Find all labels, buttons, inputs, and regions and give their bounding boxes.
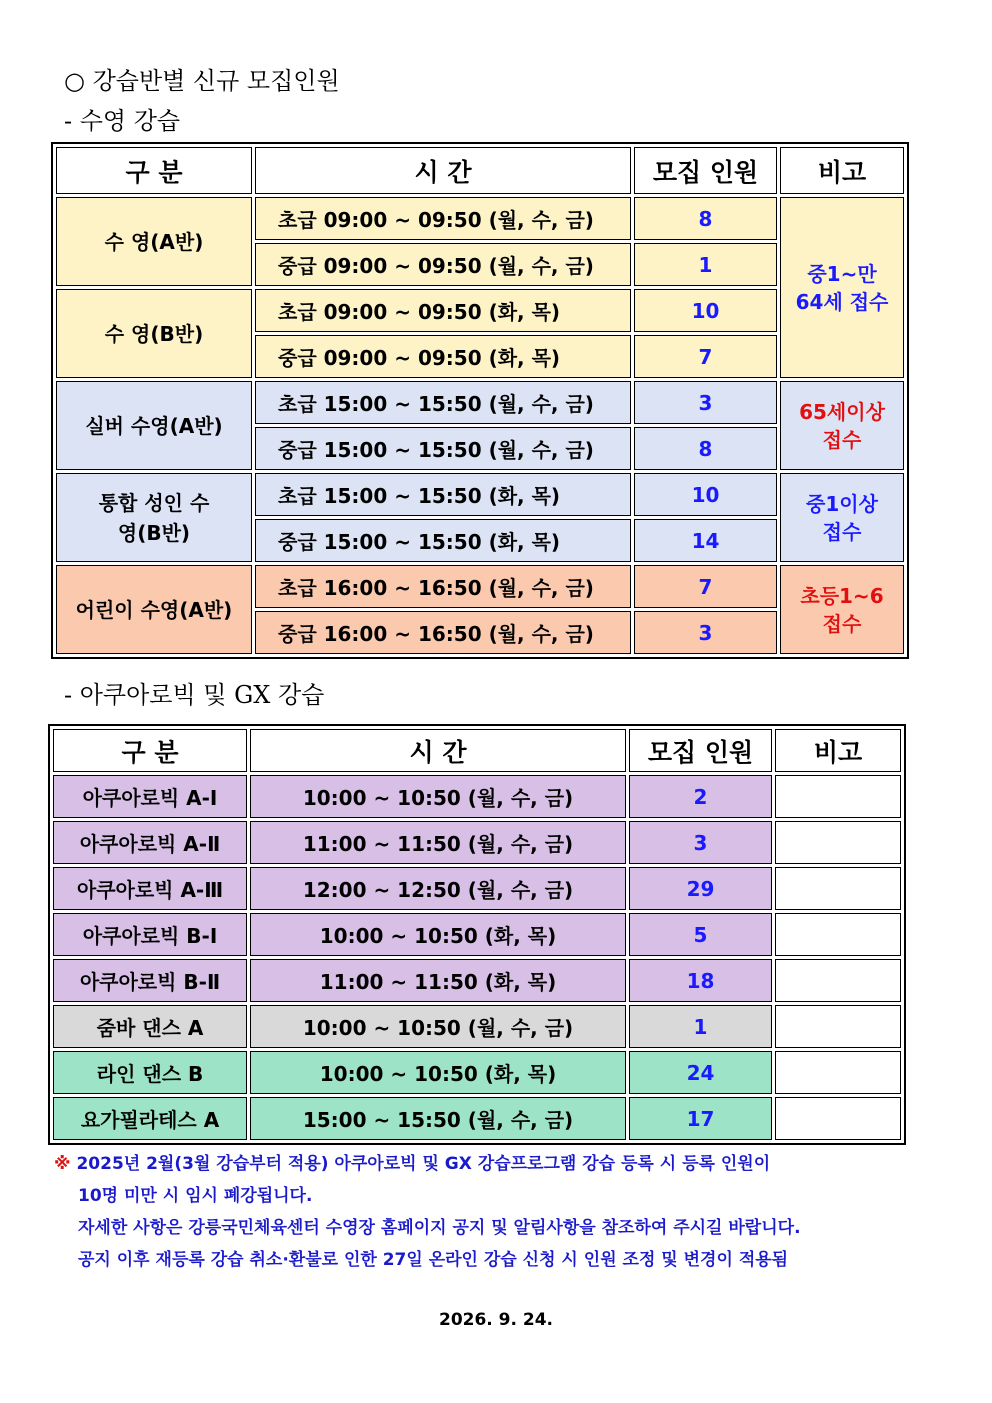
header-category: 구 분 (53, 729, 247, 772)
class-count: 18 (629, 959, 772, 1002)
remark (775, 867, 901, 910)
table-row (56, 289, 904, 332)
class-name: 수 영(A반) (56, 197, 252, 286)
notice-line: 자세한 사항은 강릉국민체육센터 수영장 홈페이지 공지 및 알림사항을 참조하여 주시길 바랍니다. (78, 1218, 801, 1238)
table-row (56, 197, 904, 240)
notice-line: 공지 이후 재등록 강습 취소·환불로 인한 27일 온라인 강습 신청 시 인원 조정 및 변경이 적용됨 (78, 1250, 789, 1270)
class-count: 10 (634, 289, 777, 332)
class-name: 수 영(B반) (56, 289, 252, 378)
swim-table (51, 142, 909, 659)
table-row (53, 775, 901, 818)
remark-text: 중1이상 접수 (806, 491, 878, 544)
class-time: 12:00 ~ 12:50 (월, 수, 금) (250, 867, 626, 910)
remark-text: 초등1~6 접수 (800, 583, 884, 636)
remark-text: 중1~만64세 접수 (795, 261, 889, 314)
notice-text: 2025년 2월(3월 강습부터 적용) 아쿠아로빅 및 GX 강습프로그램 강습 등록 시 등록 인원이 (76, 1154, 771, 1174)
class-count: 3 (629, 821, 772, 864)
class-time: 중급 09:00 ~ 09:50 (월, 수, 금) (255, 243, 631, 286)
class-count: 24 (629, 1051, 772, 1094)
notice-line (54, 1148, 954, 1180)
class-count: 7 (634, 565, 777, 608)
class-time: 10:00 ~ 10:50 (월, 수, 금) (250, 1005, 626, 1048)
header-remark: 비고 (780, 147, 904, 194)
class-count: 8 (634, 427, 777, 470)
class-time: 중급 16:00 ~ 16:50 (월, 수, 금) (255, 611, 631, 654)
class-count: 3 (634, 611, 777, 654)
class-count: 5 (629, 913, 772, 956)
reference-mark: ※ (54, 1154, 71, 1174)
table-row (56, 381, 904, 424)
table-row (56, 473, 904, 516)
class-time: 중급 15:00 ~ 15:50 (월, 수, 금) (255, 427, 631, 470)
remark (775, 1051, 901, 1094)
class-time: 초급 15:00 ~ 15:50 (월, 수, 금) (255, 381, 631, 424)
header-count: 모집 인원 (629, 729, 772, 772)
swim-subtitle: - 수영 강습 (64, 107, 181, 135)
table-row (53, 1097, 901, 1140)
class-count: 10 (634, 473, 777, 516)
class-time: 초급 15:00 ~ 15:50 (화, 목) (255, 473, 631, 516)
header-count: 모집 인원 (634, 147, 777, 194)
class-name: 줌바 댄스 A (53, 1005, 247, 1048)
header-remark: 비고 (775, 729, 901, 772)
class-name: 요가필라테스 A (53, 1097, 247, 1140)
class-name: 통합 성인 수영(B반) (56, 473, 252, 562)
class-count: 1 (629, 1005, 772, 1048)
class-time: 초급 09:00 ~ 09:50 (화, 목) (255, 289, 631, 332)
remark (780, 197, 904, 378)
table-row (53, 913, 901, 956)
class-count: 3 (634, 381, 777, 424)
class-count: 14 (634, 519, 777, 562)
header-time: 시 간 (250, 729, 626, 772)
remark (775, 1097, 901, 1140)
class-name: 아쿠아로빅 B-Ⅱ (53, 959, 247, 1002)
class-name: 아쿠아로빅 B-Ⅰ (53, 913, 247, 956)
remark (775, 775, 901, 818)
class-name: 아쿠아로빅 A-Ⅲ (53, 867, 247, 910)
class-time: 10:00 ~ 10:50 (화, 목) (250, 913, 626, 956)
table-row (53, 959, 901, 1002)
class-name: 아쿠아로빅 A-Ⅰ (53, 775, 247, 818)
remark (775, 913, 901, 956)
header-category: 구 분 (56, 147, 252, 194)
remark (775, 1005, 901, 1048)
remark-text: 65세이상 접수 (799, 399, 885, 452)
table-row (53, 1005, 901, 1048)
class-name: 실버 수영(A반) (56, 381, 252, 470)
class-count: 8 (634, 197, 777, 240)
gx-table (48, 724, 906, 1145)
swim-header-row (56, 147, 904, 194)
class-time: 10:00 ~ 10:50 (월, 수, 금) (250, 775, 626, 818)
remark (780, 381, 904, 470)
class-time: 11:00 ~ 11:50 (화, 목) (250, 959, 626, 1002)
remark (775, 821, 901, 864)
header-time: 시 간 (255, 147, 631, 194)
class-count: 17 (629, 1097, 772, 1140)
table-row (53, 1051, 901, 1094)
remark (775, 959, 901, 1002)
class-name: 어린이 수영(A반) (56, 565, 252, 654)
class-count: 29 (629, 867, 772, 910)
table-row (56, 565, 904, 608)
remark (780, 473, 904, 562)
class-time: 중급 09:00 ~ 09:50 (화, 목) (255, 335, 631, 378)
table-row (53, 867, 901, 910)
class-count: 2 (629, 775, 772, 818)
notice-block (54, 1148, 954, 1276)
notice-line: 10명 미만 시 임시 폐강됩니다. (78, 1186, 313, 1206)
class-name: 아쿠아로빅 A-Ⅱ (53, 821, 247, 864)
section-title: ○ 강습반별 신규 모집인원 (64, 67, 340, 95)
class-count: 1 (634, 243, 777, 286)
class-time: 11:00 ~ 11:50 (월, 수, 금) (250, 821, 626, 864)
class-time: 15:00 ~ 15:50 (월, 수, 금) (250, 1097, 626, 1140)
gx-header-row (53, 729, 901, 772)
class-time: 10:00 ~ 10:50 (화, 목) (250, 1051, 626, 1094)
class-count: 7 (634, 335, 777, 378)
class-time: 초급 09:00 ~ 09:50 (월, 수, 금) (255, 197, 631, 240)
class-time: 중급 15:00 ~ 15:50 (화, 목) (255, 519, 631, 562)
document-date: 2026. 9. 24. (438, 1310, 553, 1330)
gx-subtitle: - 아쿠아로빅 및 GX 강습 (64, 681, 325, 709)
class-name: 라인 댄스 B (53, 1051, 247, 1094)
table-row (53, 821, 901, 864)
class-time: 초급 16:00 ~ 16:50 (월, 수, 금) (255, 565, 631, 608)
remark (780, 565, 904, 654)
